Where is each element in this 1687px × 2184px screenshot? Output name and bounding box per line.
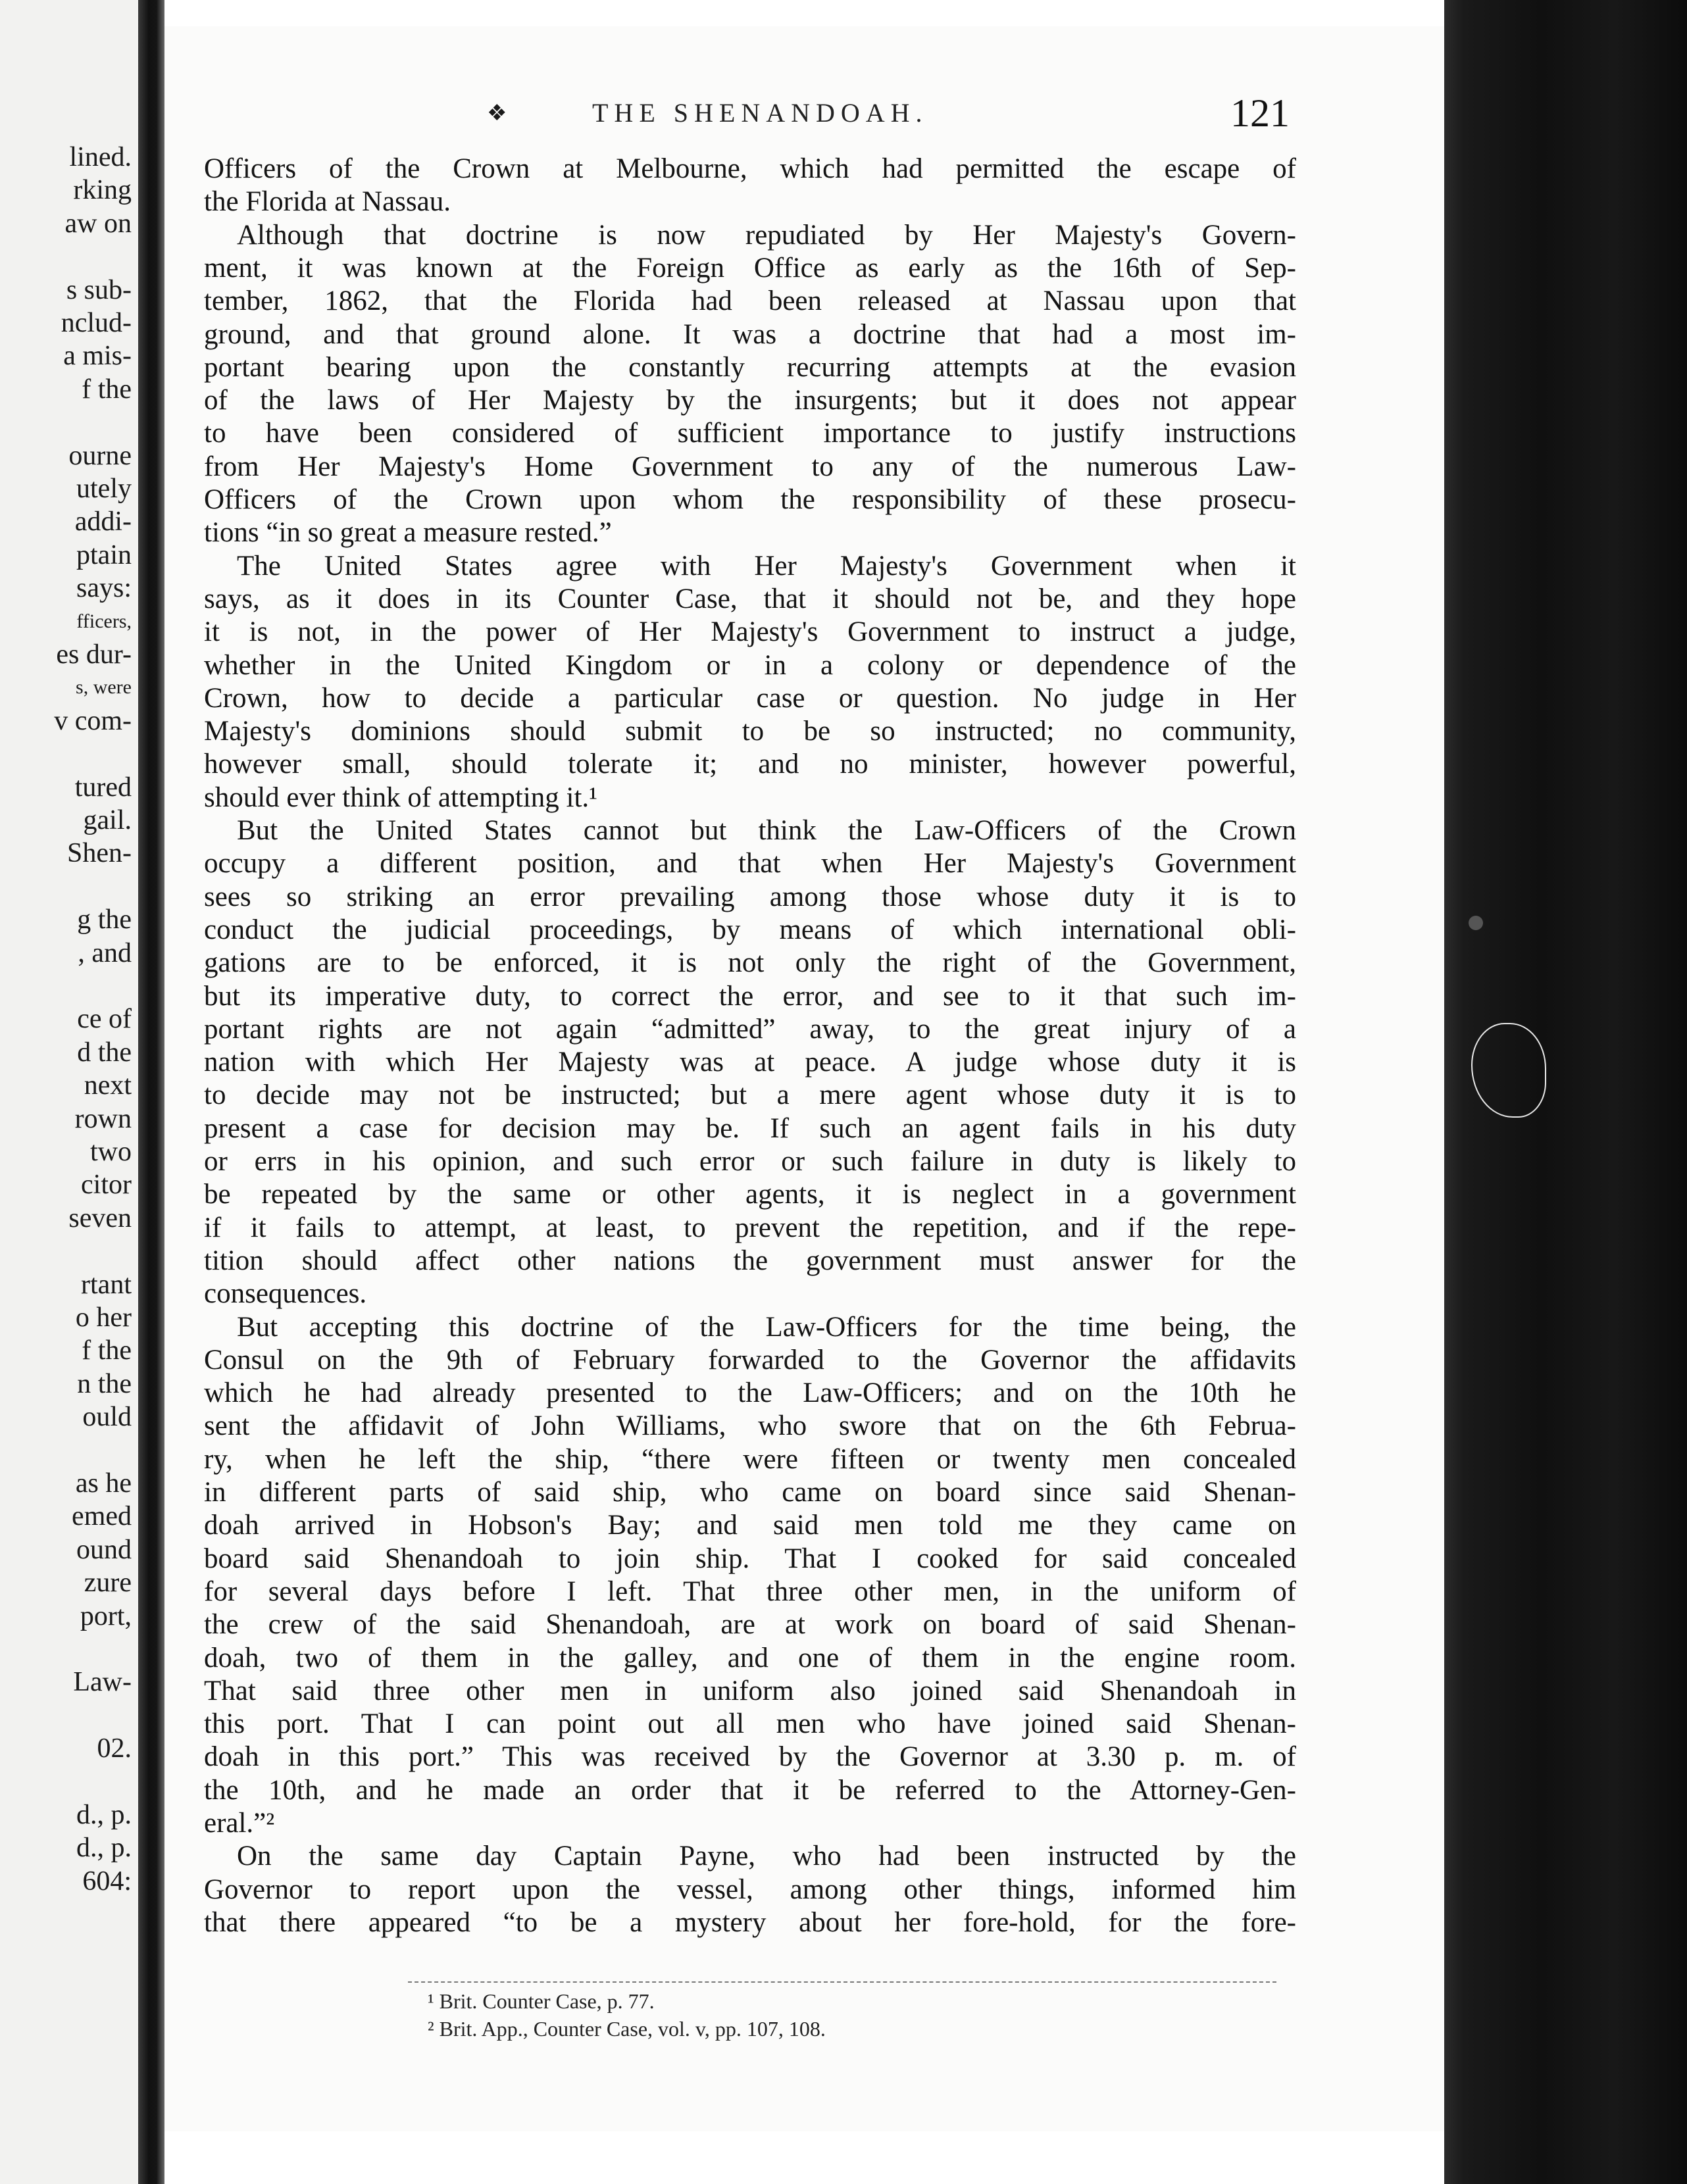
- text-line: tember, 1862, that the Florida had been released at Nassau upon that: [204, 285, 1296, 317]
- facing-page-fragment: as he: [75, 1468, 132, 1499]
- facing-page-fragment: seven: [68, 1203, 132, 1233]
- facing-page-fragment: says:: [76, 573, 132, 604]
- facing-page-fragment: Law-: [73, 1667, 132, 1698]
- text-line: sees so striking an error prevailing among those whose duty it is to: [204, 881, 1296, 912]
- text-line: which he had already presented to the Law-Officers; and on the 10th he: [204, 1377, 1296, 1409]
- facing-page-fragment: tured: [74, 772, 132, 803]
- facing-page-fragment: 604:: [82, 1866, 132, 1897]
- text-line: be repeated by the same or other agents, it is neglect in a government: [204, 1179, 1296, 1210]
- facing-page-fragment: g the: [77, 905, 132, 935]
- facing-page-fragment: ound: [76, 1534, 132, 1565]
- text-line: ground, and that ground alone. It was a doctrine that had a most im-: [204, 318, 1296, 350]
- facing-page-fragment: f the: [82, 1335, 132, 1366]
- text-line: to decide may not be instructed; but a mere agent whose duty it is to: [204, 1080, 1296, 1111]
- text-line: doah in this port.” This was received by the Governor at 3.30 p. m. of: [204, 1741, 1296, 1773]
- facing-page-fragment: es dur-: [56, 639, 132, 670]
- facing-page-fragment: s, were: [76, 676, 132, 699]
- text-line: the Florida at Nassau.: [204, 186, 451, 218]
- text-line: if it fails to attempt, at least, to prevent the repetition, and if the repe-: [204, 1212, 1296, 1243]
- facing-page-fragment: zure: [84, 1568, 132, 1599]
- facing-page-fragment: d the: [77, 1037, 132, 1068]
- facing-page-fragment: lined.: [69, 142, 132, 172]
- facing-page-fragment: next: [84, 1070, 132, 1101]
- facing-page-fragment: emed: [72, 1501, 132, 1532]
- text-line: whether in the United Kingdom or in a colony or dependence of the: [204, 649, 1296, 681]
- ink-dot: [1469, 916, 1483, 930]
- text-line: present a case for decision may be. If such an agent fails in his duty: [204, 1112, 1296, 1144]
- text-line: That said three other men in uniform also joined said Shenandoah in: [204, 1675, 1296, 1706]
- text-line: The United States agree with Her Majesty's Government when it: [237, 550, 1296, 582]
- text-line: Crown, how to decide a particular case or question. No judge in Her: [204, 682, 1296, 714]
- text-line: should ever think of attempting it.¹: [204, 782, 598, 813]
- facing-page-fragment: v com-: [54, 705, 132, 736]
- text-line: tition should affect other nations the government must answer for the: [204, 1245, 1296, 1276]
- text-line: occupy a different position, and that when Her Majesty's Government: [204, 848, 1296, 880]
- facing-page-fragment: fficers,: [76, 610, 132, 632]
- facing-page-fragment: n the: [77, 1368, 132, 1399]
- facing-page-fragment: ce of: [77, 1004, 132, 1035]
- facing-page-fragment: o her: [75, 1303, 132, 1333]
- text-line: doah, two of them in the galley, and one of them in the engine room.: [204, 1642, 1296, 1674]
- facing-page-fragment: rking: [73, 175, 132, 206]
- text-line: ry, when he left the ship, “there were fifteen or twenty men concealed: [204, 1443, 1296, 1475]
- text-line: for several days before I left. That three other men, in the uniform of: [204, 1576, 1296, 1607]
- facing-page-fragment: nclud-: [61, 308, 132, 338]
- text-line: however small, should tolerate it; and no minister, however powerful,: [204, 749, 1296, 780]
- facing-page-fragment: ourne: [68, 440, 132, 471]
- text-line: nation with which Her Majesty was at peace. A judge whose duty it is: [204, 1047, 1296, 1078]
- facing-page-fragment: rown: [74, 1103, 132, 1134]
- text-line: eral.”²: [204, 1808, 275, 1839]
- facing-page-fragment: ould: [82, 1402, 132, 1433]
- facing-page-fragment: gail.: [83, 805, 132, 835]
- text-line: tions “in so great a measure rested.”: [204, 517, 612, 549]
- facing-page-fragment: f the: [82, 374, 132, 405]
- text-line: Majesty's dominions should submit to be so instructed; no community,: [204, 716, 1296, 747]
- running-head: [487, 91, 1303, 137]
- facing-page-fragment: , and: [78, 937, 132, 968]
- facing-page-fragment: d., p.: [76, 1833, 132, 1864]
- text-line: Officers of the Crown at Melbourne, which had permitted the escape of: [204, 153, 1296, 184]
- text-line: portant rights are not again “admitted” away, to the great injury of a: [204, 1013, 1296, 1045]
- facing-page-fragment: s sub-: [66, 274, 132, 305]
- facing-page-fragment: 02.: [97, 1733, 132, 1764]
- facing-page-fragment: aw on: [64, 208, 132, 239]
- text-line: that there appeared “to be a mystery about her fore-hold, for the fore-: [204, 1906, 1296, 1938]
- text-line: the 10th, and he made an order that it be referred to the Attorney-Gen-: [204, 1774, 1296, 1806]
- text-line: from Her Majesty's Home Government to any of the numerous Law-: [204, 451, 1296, 482]
- text-line: doah arrived in Hobson's Bay; and said men told me they came on: [204, 1510, 1296, 1541]
- text-line: consequences.: [204, 1278, 367, 1310]
- footnote-rule: [408, 1981, 1276, 1983]
- text-line: gations are to be enforced, it is not only the right of the Government,: [204, 947, 1296, 979]
- text-line: Governor to report upon the vessel, among other things, informed him: [204, 1874, 1296, 1905]
- facing-page-fragment: two: [90, 1137, 132, 1167]
- text-line: But the United States cannot but think the Law-Officers of the Crown: [237, 815, 1296, 846]
- running-head-title: THE SHENANDOAH.: [592, 98, 928, 128]
- facing-page-fragment: addi-: [74, 507, 132, 537]
- facing-page-fragment: utely: [76, 474, 132, 504]
- facing-page-fragment: d., p.: [76, 1800, 132, 1830]
- footnote: ¹ Brit. Counter Case, p. 77.: [428, 1989, 655, 2013]
- facing-page-fragment: port,: [80, 1601, 132, 1631]
- facing-page-fragment: ptain: [76, 539, 132, 570]
- text-line: Officers of the Crown upon whom the responsibility of these prosecu-: [204, 484, 1296, 515]
- facing-page-fragment: a mis-: [63, 341, 132, 372]
- text-line: But accepting this doctrine of the Law-Officers for the time being, the: [237, 1311, 1296, 1343]
- facing-page-fragment: rtant: [81, 1269, 132, 1300]
- text-line: this port. That I can point out all men who have joined said Shenan-: [204, 1708, 1296, 1740]
- text-line: Consul on the 9th of February forwarded to the Governor the affidavits: [204, 1344, 1296, 1376]
- text-line: portant bearing upon the constantly recurring attempts at the evasion: [204, 351, 1296, 383]
- text-line: sent the affidavit of John Williams, who swore that on the 6th Februa-: [204, 1410, 1296, 1442]
- facing-page-fragment: citor: [81, 1170, 132, 1201]
- text-line: board said Shenandoah to join ship. That I cooked for said concealed: [204, 1543, 1296, 1574]
- page-number: 121: [1230, 91, 1290, 135]
- text-line: Although that doctrine is now repudiated by Her Majesty's Govern-: [237, 219, 1296, 251]
- printer-mark-icon: ❖: [487, 101, 507, 126]
- text-line: it is not, in the power of Her Majesty's Government to instruct a judge,: [204, 616, 1296, 648]
- footnote: ² Brit. App., Counter Case, vol. v, pp. 107, 108.: [428, 2017, 826, 2041]
- facing-page-fragment: Shen-: [67, 838, 132, 869]
- text-line: ment, it was known at the Foreign Office as early as the 16th of Sep-: [204, 252, 1296, 284]
- text-line: but its imperative duty, to correct the error, and see to it that such im-: [204, 980, 1296, 1012]
- text-line: the crew of the said Shenandoah, are at work on board of said Shenan-: [204, 1609, 1296, 1641]
- text-line: On the same day Captain Payne, who had been instructed by the: [237, 1841, 1296, 1872]
- book-gutter: [138, 0, 164, 2184]
- text-line: in different parts of said ship, who came on board since said Shenan-: [204, 1477, 1296, 1508]
- text-line: or errs in his opinion, and such error or such failure in duty is likely to: [204, 1146, 1296, 1177]
- text-line: says, as it does in its Counter Case, that it should not be, and they hope: [204, 583, 1296, 614]
- text-line: to have been considered of sufficient importance to justify instructions: [204, 418, 1296, 449]
- text-line: of the laws of Her Majesty by the insurgents; but it does not appear: [204, 385, 1296, 416]
- text-line: conduct the judicial proceedings, by means of which international obli-: [204, 914, 1296, 945]
